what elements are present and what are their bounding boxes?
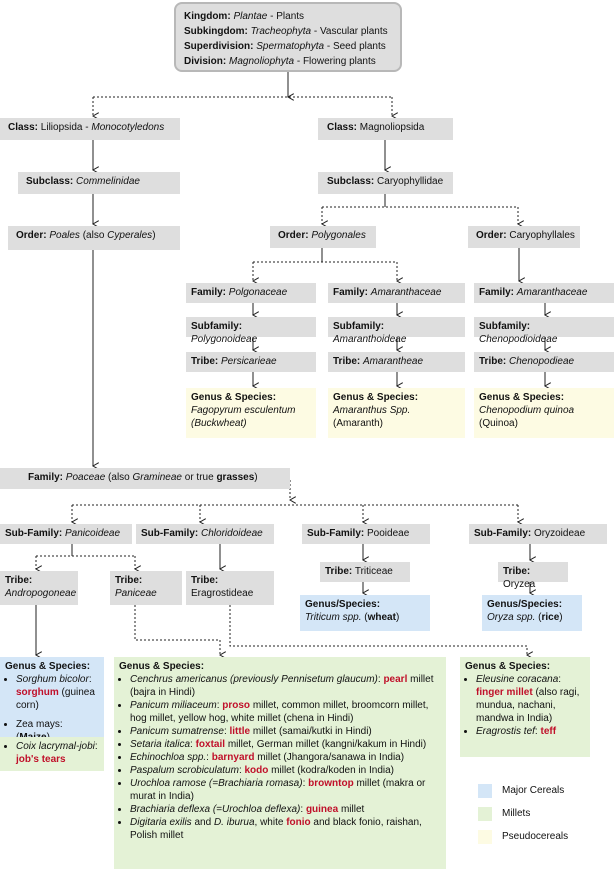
tribe-amarantheae-box: Tribe: Amarantheae — [328, 352, 465, 372]
millet-item: • Panicum sumatrense: little millet (samai/kutki in Hindi) — [130, 725, 441, 738]
genus-buckwheat-box: Genus & Species: Fagopyrum esculentum (Buckwheat) — [186, 388, 316, 438]
subclass-caryophyllidae-box: Subclass: Caryophyllidae — [318, 172, 453, 194]
subfamily-chenopodioideae-box: Subfamily: Chenopodioideae — [474, 317, 614, 337]
maize-box — [0, 715, 104, 737]
legend-major-label: Major Cereals — [502, 785, 565, 796]
teff-item: • Eragrostis tef: teff — [476, 725, 585, 738]
class-liliopsida-box: Class: Liliopsida - Monocotyledons — [0, 118, 180, 140]
legend-millets-swatch — [478, 807, 492, 821]
tribe-eragrostideae-box: Tribe: Eragrostideae — [186, 571, 274, 605]
tribe-triticeae-box: Tribe: Triticeae — [320, 562, 410, 582]
millet-item: • Cenchrus americanus (previously Pennisetum glaucum): pearl millet (bajra in Hindi) — [130, 673, 441, 699]
tribe-chenopodieae-box: Tribe: Chenopodieae — [474, 352, 614, 372]
tribe-persicarieae-box: Tribe: Persicarieae — [186, 352, 316, 372]
subclass-commelinidae-box: Subclass: Commelinidae — [18, 172, 180, 194]
genus-andropogoneae-box: Genus & Species: • Sorghum bicolor: sorghum (guinea corn) — [0, 657, 104, 715]
family-amaranthaceae-box: Family: Amaranthaceae — [328, 283, 465, 303]
millet-item: • Brachiaria deflexa (=Urochloa deflexa): guinea millet — [130, 803, 441, 816]
millet-item: • Urochloa ramose (=Brachiaria romasa): browntop millet (makra or murat in India) — [130, 777, 441, 803]
family-amaranthaceae-2-box: Family: Amaranthaceae — [474, 283, 614, 303]
genus-amaranth-box: Genus & Species: Amaranthus Spp. (Amaranth) — [328, 388, 465, 438]
subfamily-amaranthoideae-box: Subfamily: Amaranthoideae — [328, 317, 465, 337]
finger-millet-item: • Eleusine coracana: finger millet (also ragi, mundua, nachani, mandwa in India) — [476, 673, 585, 725]
family-polygonaceae-box: Family: Polgonaceae — [186, 283, 316, 303]
order-caryophyllales-box: Order: Caryophyllales — [468, 226, 580, 248]
tribe-andropogoneae-box: Tribe: Andropogoneae — [0, 571, 78, 605]
millet-item: • Echinochloa spp.: barnyard millet (Jhangora/sanawa in India) — [130, 751, 441, 764]
genus-quinoa-box: Genus & Species: Chenopodium quinoa (Quinoa) — [474, 388, 614, 438]
subfamily-panicoideae-box: Sub-Family: Panicoideae — [0, 524, 132, 544]
legend-pseudo-swatch — [478, 830, 492, 844]
order-poales-box: Order: Poales (also Cyperales) — [8, 226, 180, 250]
to-millets — [135, 605, 220, 655]
root-classification-box — [174, 2, 402, 72]
class-magnoliopsida-box: Class: Magnoliopsida — [318, 118, 453, 140]
subfamily-chloridoideae-box: Sub-Family: Chloridoideae — [136, 524, 274, 544]
legend-major-swatch — [478, 784, 492, 798]
subkingdom-line: Subkingdom: Tracheophyta - Vascular plants — [184, 26, 388, 37]
division-line: Division: Magnoliophyta - Flowering plants — [184, 56, 376, 67]
kingdom-line: Kingdom: Plantae - Plants — [184, 11, 305, 22]
genus-wheat-box: Genus/Species: Triticum spp. (wheat) — [300, 595, 430, 631]
subfamily-polygonoideae-box: Subfamily: Polygonoideae — [186, 317, 316, 337]
genus-rice-box: Genus/Species: Oryza spp. (rice) — [482, 595, 582, 631]
family-poaceae-box: Family: Poaceae (also Gramineae or true grasses) — [0, 468, 290, 489]
subfamily-oryzoideae-box: Sub-Family: Oryzoideae — [469, 524, 607, 544]
jobs-tears-box — [0, 737, 104, 771]
subfamily-pooideae-box: Sub-Family: Pooideae — [302, 524, 430, 544]
millet-item: • Panicum miliaceum: proso millet, common millet, broomcorn millet, hog millet, yellow hog, white millet (chena in Hindi) — [130, 699, 441, 725]
genus-eragrostideae-box: Genus & Species: • Eleusine coracana: finger millet (also ragi, mundua, nachani, mandwa in India) • Eragrostis tef: teff — [460, 657, 590, 757]
order-polygonales-box: Order: Polygonales — [270, 226, 376, 248]
superdivision-line: Superdivision: Spermatophyta - Seed plants — [184, 41, 386, 52]
tribe-oryzea-box: Tribe: Oryzea — [498, 562, 568, 582]
maize-item: • Zea mays: — [16, 718, 99, 744]
legend-pseudo-label: Pseudocereals — [502, 831, 569, 842]
legend-millets-label: Millets — [502, 808, 531, 819]
tribe-paniceae-box: Tribe: Paniceae — [110, 571, 182, 605]
millet-list — [119, 673, 441, 842]
genus-millets-box: Genus & Species: • Cenchrus americanus (previously Pennisetum glaucum): pearl millet (bajra in Hindi) • Panicum miliaceum: proso millet, common millet, broomcorn millet, hog millet, yellow hog, white millet (chena in Hindi) • Panicum sumatrense: little millet (samai/kutki in Hindi) • Setaria italica: foxtail millet, German millet (kangni/kakum in Hindi) • Echinochloa spp.: barnyard millet (Jhangora/sanawa in India) • Paspalum scrobiculatum: kodo millet (kodra/koden in India) • Urochloa ramose (=Brachiaria romasa): browntop millet (makra or murat in India) • Brachiaria deflexa (=Urochloa deflexa): guinea millet • Digitaria exilis and D. iburua, white fonio and black fonio, raishan, Polish millet — [114, 657, 446, 869]
sorghum-item: • Sorghum bicolor: sorghum (guinea corn) — [16, 673, 99, 712]
millet-item: • Paspalum scrobiculatum: kodo millet (kodra/koden in India) — [130, 764, 441, 777]
millet-item: • Digitaria exilis and D. iburua, white fonio and black fonio, raishan, Polish millet — [130, 816, 441, 842]
millet-item: • Setaria italica: foxtail millet, German millet (kangni/kakum in Hindi) — [130, 738, 441, 751]
jobs-tears-item: • Coix lacrymal-jobi: job's tears — [16, 740, 99, 766]
